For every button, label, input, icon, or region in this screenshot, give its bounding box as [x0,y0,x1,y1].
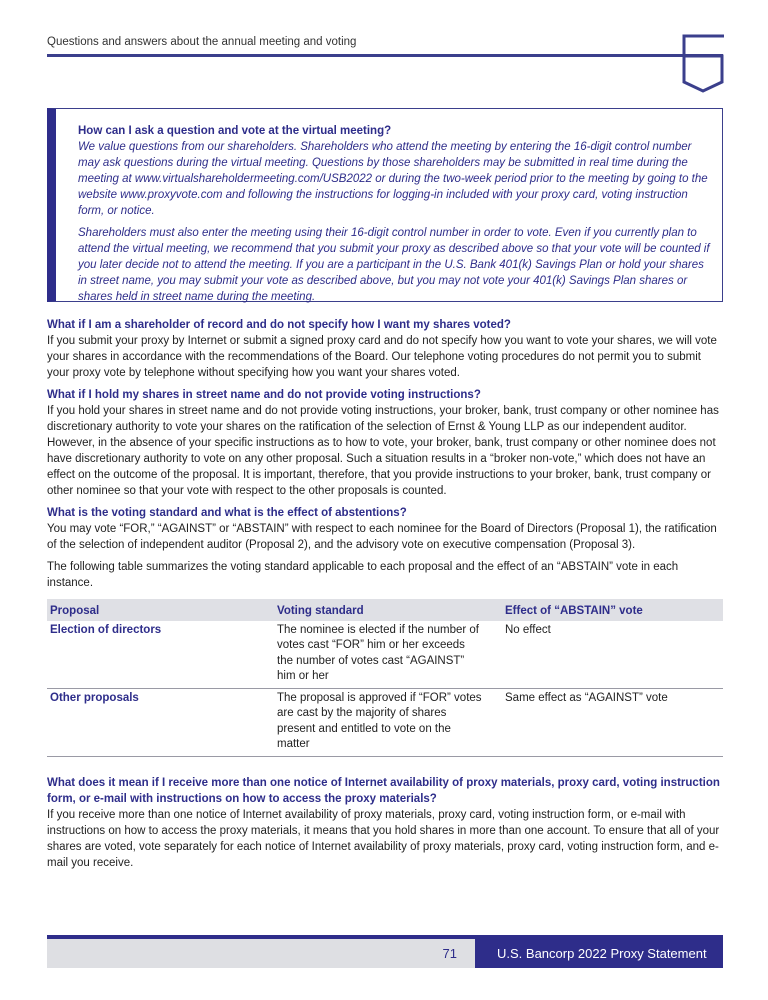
standard-cell: The proposal is approved if “FOR” votes are cast by the majority of shares present and entitled to vote on the matter [274,688,502,756]
column-header: Voting standard [274,599,502,621]
section-tab-icon [682,34,724,94]
section-question: What does it mean if I receive more than one notice of Internet availability of proxy materials, proxy card, voting instruction form, or e-mail with instructions on how to access the proxy materials? [47,776,720,805]
table-row [47,688,723,756]
header-rule [47,54,723,57]
footer-gray-band [47,939,475,968]
column-header: Proposal [47,599,274,621]
standard-cell: The nominee is elected if the number of votes cast “FOR” him or her exceeds the number of votes cast “AGAINST” him or her [274,621,502,689]
effect-cell: Same effect as “AGAINST” vote [502,688,723,756]
table-header-row [47,599,723,621]
table-row [47,621,723,689]
page-number: 71 [442,946,457,961]
column-header: Effect of “ABSTAIN” vote [502,599,723,621]
footer-title-band [475,939,723,968]
voting-standard-table [47,599,723,757]
effect-cell: No effect [502,621,723,689]
section-question: What is the voting standard and what is the effect of abstentions? [47,507,407,519]
proposal-cell: Other proposals [47,688,274,756]
section-answer: If you receive more than one notice of Internet availability of proxy materials, proxy card, voting instruction form, or e-mail with instructions on how to access the proxy materials, it means that you hold shares in more than one account. To ensure that all of your shares are voted, vote separately for each notice of Internet availability of proxy materials, proxy card, voting instruction form, and e-mail you receive. [47,808,720,869]
section-answer: You may vote “FOR,” “AGAINST” or “ABSTAIN” with respect to each nominee for the Board of Directors (Proposal 1), the ratification of the selection of independent auditor (Proposal 2), and the advisory vote on executive compensation (Proposal 3). [47,523,717,551]
page-footer [47,935,723,968]
document-title: U.S. Bancorp 2022 Proxy Statement [497,946,707,961]
main-content [47,317,723,877]
section-answer: If you submit your proxy by Internet or submit a signed proxy card and do not specify how you want to vote your shares, we will vote your shares in accordance with the recommendations of the Board. Our telephone voting procedures do not permit you to submit your proxy vote by telephone without specifying how you want your shares voted. [47,335,717,379]
callout-paragraph: Shareholders must also enter the meeting using their 16-digit control number in order to vote. Even if you currently plan to attend the virtual meeting, we recommend that you submit your proxy as described above so that your vote will be counted if you later decide not to attend the meeting. If you are a participant in the U.S. Bank 401(k) Savings Plan or hold your shares in street name, you may submit your vote as described above, but you may not vote your 401(k) Savings Plan shares or shares held in street name during the meeting. [78,227,710,303]
section-question: What if I am a shareholder of record and do not specify how I want my shares voted? [47,319,511,331]
callout-question: How can I ask a question and vote at the virtual meeting? [78,125,392,137]
callout-box [47,108,723,302]
proposal-cell: Election of directors [47,621,274,689]
section-question: What if I hold my shares in street name and do not provide voting instructions? [47,389,481,401]
section-answer: If you hold your shares in street name and do not provide voting instructions, your broker, bank, trust company or other nominee has discretionary authority to vote your shares on the ratification of the selection of Ernst & Young LLP as our independent auditor. However, in the absence of your specific instructions as to how to vote, your broker, bank, trust company or other nominee does not have discretionary authority to vote on any other proposal. Such a situation results in a “broker non-vote,” which does not have an effect on the outcome of the proposal. It is important, therefore, that you provide instructions to your broker, bank, trust company or other nominee so that your vote with respect to the other proposals is counted. [47,405,719,497]
running-header: Questions and answers about the annual meeting and voting [47,36,357,48]
section-answer: The following table summarizes the voting standard applicable to each proposal and the effect of an “ABSTAIN” vote in each instance. [47,561,679,589]
callout-paragraph: We value questions from our shareholders. Shareholders who attend the meeting by entering the 16-digit control number may ask questions during the virtual meeting. Questions by those shareholders may be submitted in real time during the meeting at www.virtualshareholdermeeting.com/USB2022 or during the two-week period prior to the meeting by going to the website www.proxyvote.com and following the instructions for logging-in included with your proxy card, voting instruction form, or notice. [78,141,708,217]
